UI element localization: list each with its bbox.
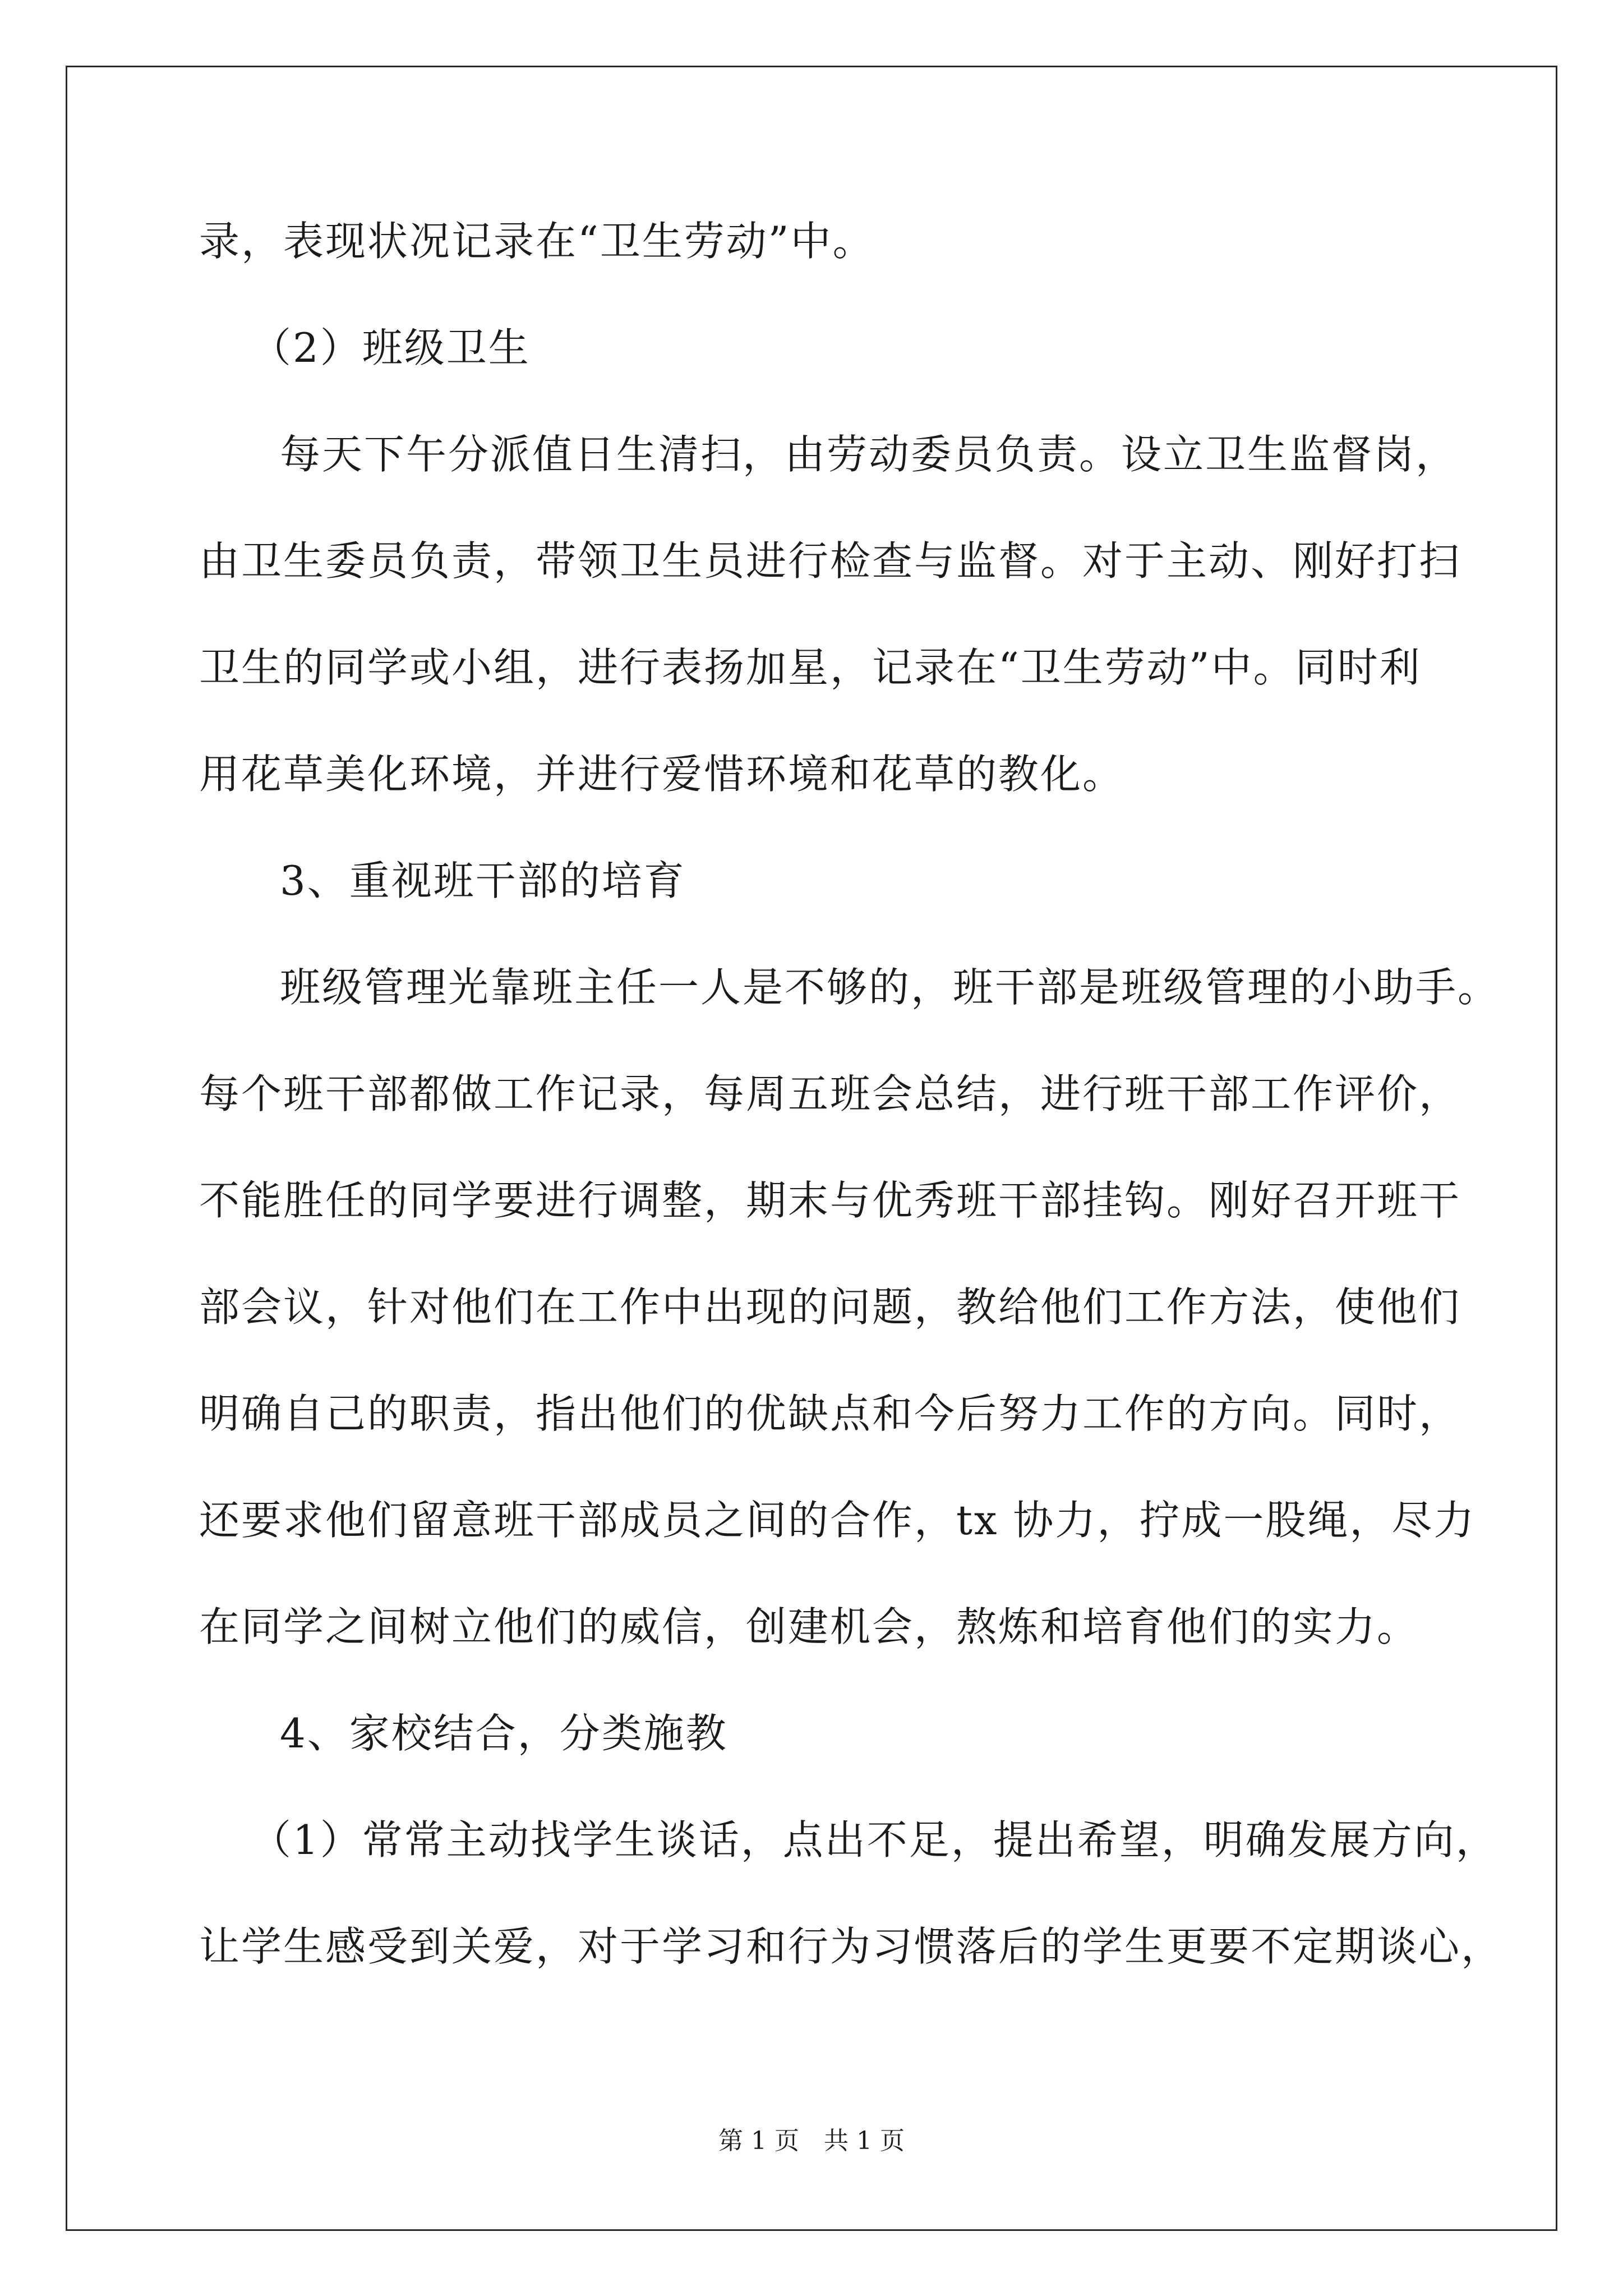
text-line: 每个班干部都做工作记录，每周五班会总结，进行班干部工作评价， bbox=[199, 1070, 1461, 1117]
text-line: 部会议，针对他们在工作中出现的问题，教给他们工作方法，使他们 bbox=[199, 1283, 1461, 1331]
text-line: 不能胜任的同学要进行调整，期末与优秀班干部挂钩。刚好召开班干 bbox=[199, 1177, 1461, 1224]
section-heading: （2）班级卫生 bbox=[251, 324, 531, 371]
text-line: 还要求他们留意班干部成员之间的合作，tx 协力，拧成一股绳，尽力 bbox=[199, 1497, 1476, 1544]
page-number: 第 1 页 共 1 页 bbox=[718, 2127, 905, 2155]
text-line: 在同学之间树立他们的威信，创建机会，熬炼和培育他们的实力。 bbox=[199, 1603, 1419, 1650]
section-heading: 4、家校结合，分类施教 bbox=[280, 1710, 728, 1757]
text-line: 由卫生委员负责，带领卫生员进行检查与监督。对于主动、刚好打扫 bbox=[199, 537, 1461, 585]
text-line: 每天下午分派值日生清扫，由劳动委员负责。设立卫生监督岗， bbox=[280, 431, 1458, 478]
page-border bbox=[66, 66, 1557, 2231]
text-line: 让学生感受到关爱，对于学习和行为习惯落后的学生更要不定期谈心， bbox=[199, 1923, 1504, 1970]
text-line: 明确自己的职责，指出他们的优缺点和今后努力工作的方向。同时， bbox=[199, 1390, 1461, 1437]
text-line: 用花草美化环境，并进行爱惜环境和花草的教化。 bbox=[199, 751, 1125, 798]
text-line: 录，表现状况记录在“卫生劳动”中。 bbox=[199, 218, 875, 265]
text-line: （1）常常主动找学生谈话，点出不足，提出希望，明确发展方向， bbox=[251, 1816, 1498, 1864]
text-line: 卫生的同学或小组，进行表扬加星，记录在“卫生劳动”中。同时利 bbox=[199, 644, 1422, 691]
text-line: 班级管理光靠班主任一人是不够的，班干部是班级管理的小助手。 bbox=[280, 964, 1500, 1011]
section-heading: 3、重视班干部的培育 bbox=[280, 857, 686, 904]
